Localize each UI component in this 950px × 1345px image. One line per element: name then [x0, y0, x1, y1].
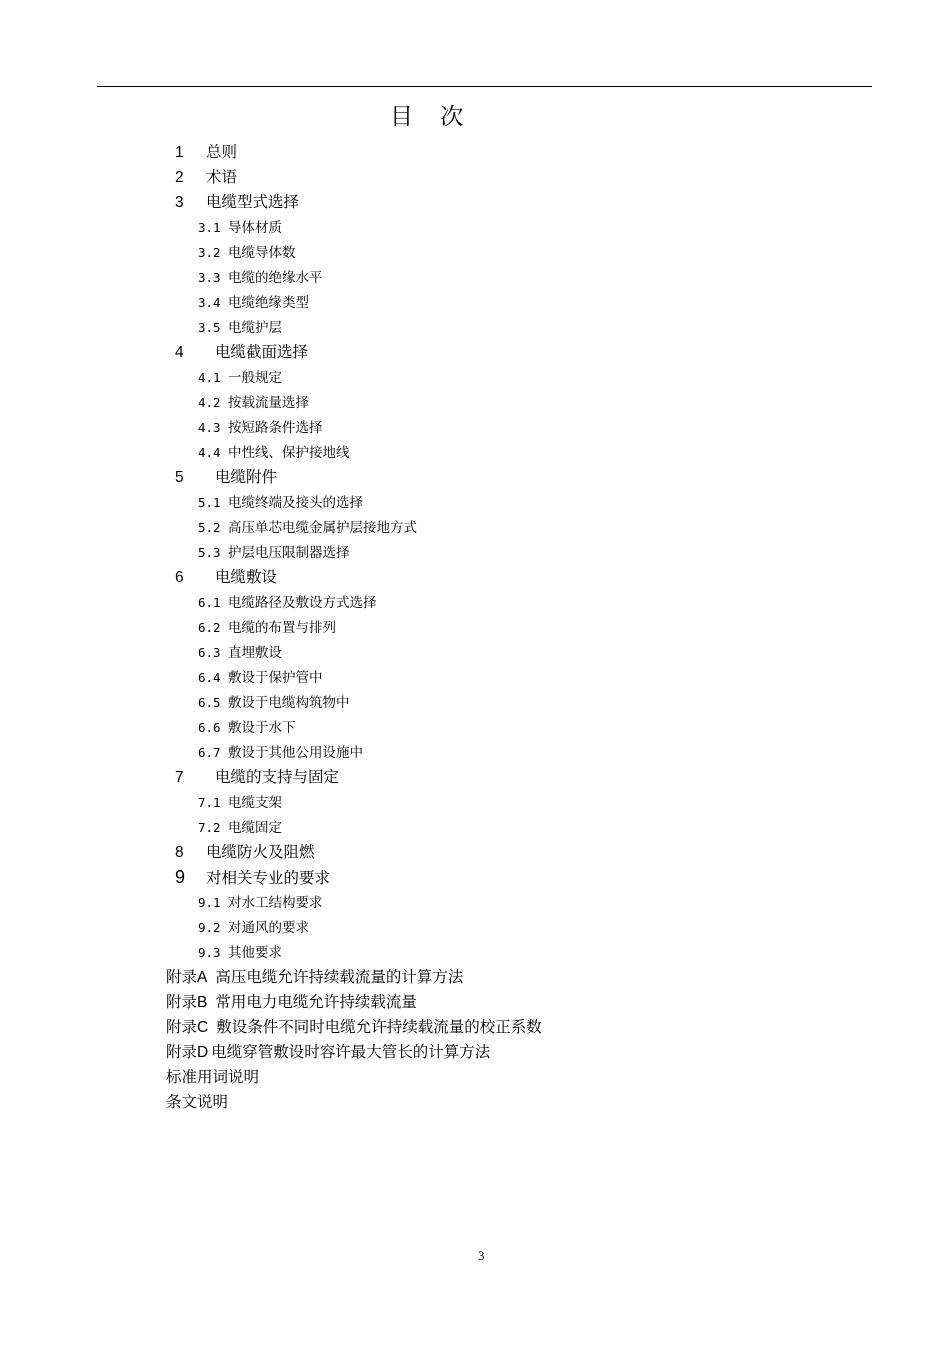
entry-number: 3.1: [198, 220, 221, 235]
entry-number: 6.4: [198, 670, 221, 685]
toc-entry-9[interactable]: [175, 865, 330, 890]
toc-appendix-a[interactable]: [166, 965, 463, 990]
toc-appendix-c[interactable]: [166, 1015, 542, 1040]
entry-title: 对水工结构要求: [228, 895, 323, 911]
toc-entry-3-5[interactable]: [198, 315, 282, 340]
entry-number: 6.1: [198, 595, 221, 610]
entry-title: 电缆导体数: [228, 245, 296, 261]
entry-title: 电缆型式选择: [206, 193, 300, 211]
entry-title: 敷设于水下: [228, 720, 296, 736]
entry-title: 电缆的布置与排列: [228, 620, 336, 636]
entry-title: 一般规定: [228, 370, 282, 386]
entry-title: 对相关专业的要求: [206, 869, 331, 887]
entry-title: 敷设于电缆构筑物中: [228, 695, 350, 711]
toc-title: 目 次: [390, 104, 474, 130]
entry-number: 4.2: [198, 395, 221, 410]
entry-number: 6.6: [198, 720, 221, 735]
entry-number: 2: [175, 169, 184, 186]
toc-entry-7-2[interactable]: [198, 815, 282, 840]
toc-entry-9-2[interactable]: [198, 915, 309, 940]
toc-appendix-b[interactable]: [166, 990, 417, 1015]
entry-title: 电缆支架: [228, 795, 282, 811]
entry-number: 6.2: [198, 620, 221, 635]
entry-number: 6: [175, 569, 184, 586]
entry-title: 电缆截面选择: [215, 343, 309, 361]
entry-number: 3: [175, 194, 184, 211]
entry-number: 7.1: [198, 795, 221, 810]
toc-entry-4-3[interactable]: [198, 415, 323, 440]
entry-title: 电缆的支持与固定: [215, 768, 340, 786]
toc-entry-6-5[interactable]: [198, 690, 350, 715]
entry-title: 术语: [206, 168, 238, 186]
toc-entry-3-2[interactable]: [198, 240, 296, 265]
entry-title: 电缆的绝缘水平: [228, 270, 323, 286]
entry-number: 9.2: [198, 920, 221, 935]
entry-number: 9.1: [198, 895, 221, 910]
page-number: 3: [478, 1248, 485, 1263]
entry-title: 电缆终端及接头的选择: [228, 495, 363, 511]
toc-entry-7[interactable]: [175, 765, 339, 790]
entry-title: 常用电力电缆允许持续载流量: [215, 993, 417, 1011]
toc-entry-4-1[interactable]: [198, 365, 282, 390]
entry-title: 高压单芯电缆金属护层接地方式: [228, 520, 417, 536]
toc-entry-7-1[interactable]: [198, 790, 282, 815]
toc-appendix-d[interactable]: [166, 1040, 490, 1065]
toc-entry-3-1[interactable]: [198, 215, 282, 240]
toc-entry-3-4[interactable]: [198, 290, 309, 315]
toc-entry-3[interactable]: [175, 190, 299, 215]
toc-entry-1[interactable]: [175, 140, 237, 165]
entry-title: 直埋敷设: [228, 645, 282, 661]
toc-entry-6[interactable]: [175, 565, 277, 590]
entry-title: 对通风的要求: [228, 920, 309, 936]
toc-entry-6-4[interactable]: [198, 665, 323, 690]
entry-title: 敷设于保护管中: [228, 670, 323, 686]
entry-title: 电缆防火及阻燃: [206, 843, 315, 861]
toc-entry-6-2[interactable]: [198, 615, 336, 640]
entry-number: 3.5: [198, 320, 221, 335]
toc-entry-4-4[interactable]: [198, 440, 350, 465]
entry-title: 电缆绝缘类型: [228, 295, 309, 311]
entry-number: 9: [175, 867, 186, 887]
entry-title: 导体材质: [228, 220, 282, 236]
entry-title: 中性线、保护接地线: [228, 445, 350, 461]
toc-entry-5-2[interactable]: [198, 515, 417, 540]
entry-number: 3.4: [198, 295, 221, 310]
toc-entry-9-3[interactable]: [198, 940, 282, 965]
toc-entry-5-3[interactable]: [198, 540, 350, 565]
entry-number: 3.2: [198, 245, 221, 260]
entry-title: 条文说明: [166, 1093, 229, 1111]
toc-entry-5[interactable]: [175, 465, 277, 490]
entry-title: 总则: [206, 143, 238, 161]
entry-number: 附录C: [166, 1019, 209, 1036]
toc-entry-6-7[interactable]: [198, 740, 363, 765]
entry-number: 1: [175, 144, 184, 161]
entry-number: 附录D: [166, 1044, 209, 1061]
toc-entry-4[interactable]: [175, 340, 308, 365]
toc-entry-9-1[interactable]: [198, 890, 323, 915]
entry-title: 敷设于其他公用设施中: [228, 745, 363, 761]
entry-title: 标准用词说明: [166, 1068, 260, 1086]
entry-number: 7.2: [198, 820, 221, 835]
toc-clause-explanation[interactable]: [166, 1090, 228, 1115]
entry-number: 5.1: [198, 495, 221, 510]
entry-title: 电缆护层: [228, 320, 282, 336]
entry-number: 附录B: [166, 994, 208, 1011]
entry-number: 6.5: [198, 695, 221, 710]
entry-number: 4.4: [198, 445, 221, 460]
entry-number: 3.3: [198, 270, 221, 285]
entry-number: 附录A: [166, 969, 208, 986]
entry-title: 高压电缆允许持续载流量的计算方法: [215, 968, 464, 986]
entry-number: 6.3: [198, 645, 221, 660]
toc-entry-6-3[interactable]: [198, 640, 282, 665]
entry-title: 电缆路径及敷设方式选择: [228, 595, 377, 611]
entry-title: 电缆固定: [228, 820, 282, 836]
entry-number: 5.3: [198, 545, 221, 560]
toc-entry-6-6[interactable]: [198, 715, 296, 740]
entry-number: 7: [175, 769, 184, 786]
toc-entry-2[interactable]: [175, 165, 237, 190]
toc-entry-8[interactable]: [175, 840, 315, 865]
entry-number: 5.2: [198, 520, 221, 535]
toc-standard-terms[interactable]: [166, 1065, 259, 1090]
entry-title: 护层电压限制器选择: [228, 545, 350, 561]
entry-title: 按短路条件选择: [228, 420, 323, 436]
entry-title: 电缆穿管敷设时容许最大管长的计算方法: [211, 1043, 491, 1061]
entry-number: 4.3: [198, 420, 221, 435]
entry-title: 电缆附件: [215, 468, 278, 486]
toc-entry-6-1[interactable]: [198, 590, 377, 615]
entry-title: 敷设条件不同时电缆允许持续载流量的校正系数: [216, 1018, 542, 1036]
toc-entry-5-1[interactable]: [198, 490, 363, 515]
header-rule: [97, 86, 872, 87]
entry-number: 5: [175, 469, 184, 486]
entry-number: 4: [175, 344, 184, 361]
entry-title: 电缆敷设: [215, 568, 278, 586]
entry-title: 按载流量选择: [228, 395, 309, 411]
entry-title: 其他要求: [228, 945, 282, 961]
entry-number: 6.7: [198, 745, 221, 760]
toc-entry-3-3[interactable]: [198, 265, 323, 290]
entry-number: 8: [175, 844, 184, 861]
toc-entry-4-2[interactable]: [198, 390, 309, 415]
entry-number: 9.3: [198, 945, 221, 960]
entry-number: 4.1: [198, 370, 221, 385]
